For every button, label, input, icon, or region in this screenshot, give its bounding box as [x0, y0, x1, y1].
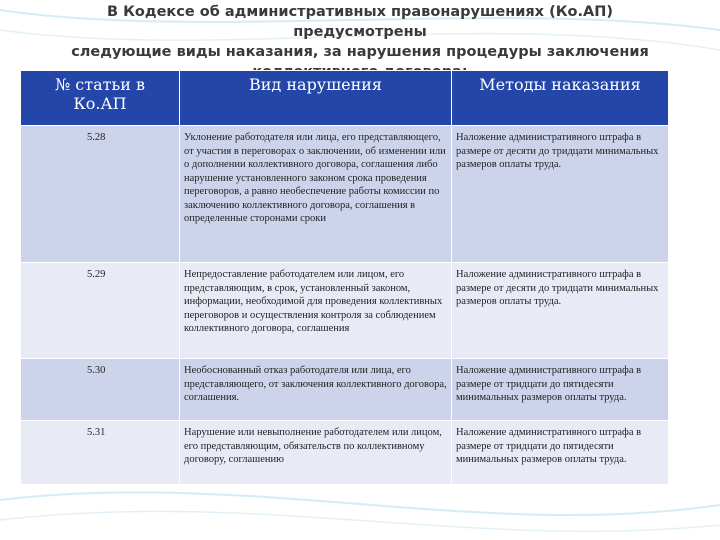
article-number-cell: 5.28: [21, 126, 180, 263]
violation-cell: Необоснованный отказ работодателя или лица, его представляющего, от заключения коллективного договора, соглашения.: [180, 359, 452, 421]
title-line-2: следующие виды наказания, за нарушения процедуры заключения: [71, 44, 649, 60]
title-line-1: В Кодексе об административных правонарушениях (Ко.АП) предусмотрены: [106, 4, 614, 40]
header-violation-type: Вид нарушения: [180, 71, 452, 126]
penalty-cell: Наложение административного штрафа в размере от тридцати до пятидесяти минимальных размеров оплаты труда.: [452, 359, 669, 421]
violation-cell: Нарушение или невыполнение работодателем или лицом, его представляющим, обязательств по коллективному договору, соглашению: [180, 421, 452, 485]
table-row: [21, 126, 669, 263]
penalty-cell: Наложение административного штрафа в размере от десяти до тридцати минимальных размеров оплаты труда.: [452, 263, 669, 359]
article-number-cell: 5.29: [21, 263, 180, 359]
table-row: [21, 263, 669, 359]
violation-cell: Непредоставление работодателем или лицом, его представляющим, в срок, установленный законом, информации, необходимой для проведения коллективных переговоров и осуществления контроля за соблюдением коллективного договора, соглашения: [180, 263, 452, 359]
penalty-cell: Наложение административного штрафа в размере от тридцати до пятидесяти минимальных размеров оплаты труда.: [452, 421, 669, 485]
header-penalty-methods: Методы наказания: [452, 71, 669, 126]
penalties-table: [20, 70, 669, 485]
table-row: [21, 359, 669, 421]
article-number-cell: 5.31: [21, 421, 180, 485]
table-row: [21, 421, 669, 485]
penalty-cell: Наложение административного штрафа в размере от десяти до тридцати минимальных размеров оплаты труда.: [452, 126, 669, 263]
violation-cell: Уклонение работодателя или лица, его представляющего, от участия в переговорах о заключении, об изменении или о дополнении коллективного договора, соглашения либо нарушение установленного законом срока проведения переговоров, а равно необеспечение работы комиссии по заключению коллективного договора, соглашения в определенные сторонами сроки: [180, 126, 452, 263]
table-header-row: [21, 71, 669, 126]
header-article-number: № статьи в Ко.АП: [21, 71, 180, 126]
article-number-cell: 5.30: [21, 359, 180, 421]
